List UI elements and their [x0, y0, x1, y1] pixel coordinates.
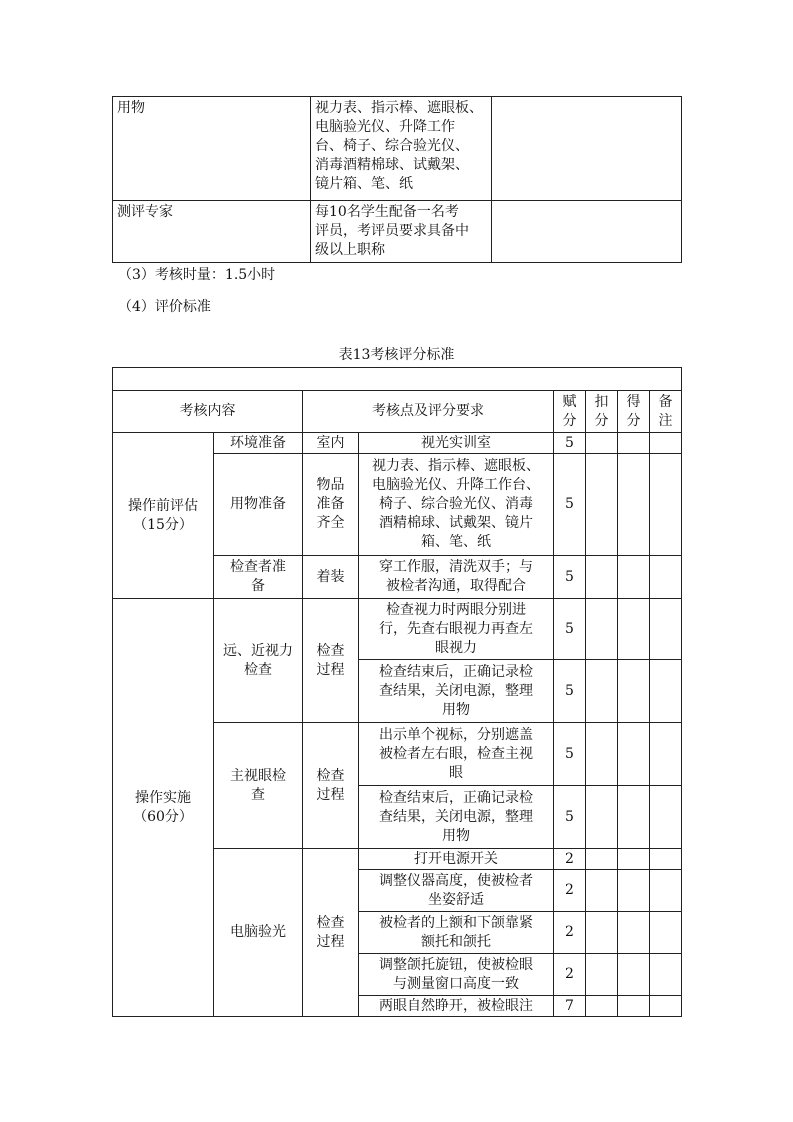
- sub-label: 用物准备: [230, 496, 286, 512]
- deduct-cell: [586, 996, 618, 1017]
- got-cell: [618, 849, 650, 870]
- deduct-cell: [586, 556, 618, 599]
- scoring-table: [112, 367, 682, 1017]
- table-caption: 表13考核评分标准: [338, 347, 455, 363]
- requirement: [359, 996, 554, 1017]
- category-label: 着装: [316, 568, 345, 585]
- req-line: 查结果，关闭电源，整理: [379, 808, 533, 825]
- score-value: 5: [554, 433, 586, 454]
- note-cell: [650, 433, 682, 454]
- req-line: 酒精棉球、试戴架、镜片: [379, 515, 533, 531]
- note-cell: [650, 786, 682, 849]
- note-cell: [650, 870, 682, 912]
- score-value: 5: [554, 454, 586, 556]
- req-line: 打开电源开关: [414, 850, 498, 867]
- category: [303, 849, 359, 1017]
- content-line: 级以上职称: [315, 242, 385, 258]
- requirement: [359, 599, 554, 660]
- got-cell: [618, 433, 650, 454]
- sub-item: [214, 556, 303, 599]
- header-row: [113, 391, 682, 433]
- req-line: 被检者的上额和下颌靠紧: [379, 914, 533, 931]
- note-cell: [650, 599, 682, 660]
- section-points: （60分）: [133, 808, 193, 825]
- deduct-cell: [586, 599, 618, 660]
- header-text: 注: [658, 412, 673, 429]
- category-label: 检查: [316, 767, 345, 784]
- content-line: 视力表、指示棒、遮眼板、: [315, 100, 483, 116]
- req-line: 穿工作服，清洗双手；与: [379, 559, 533, 575]
- content-line: 台、椅子、综合验光仪、: [315, 138, 469, 154]
- table-row: [113, 433, 682, 454]
- header-text: 扣: [594, 393, 609, 410]
- requirement: [359, 660, 554, 723]
- sub-item: [214, 599, 303, 723]
- item-label: 用物: [117, 100, 145, 116]
- section-label: 操作实施: [135, 789, 191, 806]
- section-points: （15分）: [133, 516, 193, 533]
- remark-cell: [492, 201, 682, 263]
- content-line: 每10名学生配备一名考: [315, 204, 459, 220]
- req-line: 调整颌托旋钮，使被检眼: [379, 956, 533, 973]
- category-label: 齐全: [316, 515, 345, 531]
- sub-label: 检查者准: [230, 559, 286, 575]
- category-label: 过程: [316, 933, 345, 950]
- req-line: 查结果，关闭电源，整理: [379, 682, 533, 699]
- content-line: 电脑验光仪、升降工作: [315, 119, 455, 135]
- header-points: 考核点及评分要求: [303, 391, 554, 433]
- requirement: [359, 786, 554, 849]
- deduct-cell: [586, 849, 618, 870]
- got-cell: [618, 454, 650, 556]
- got-cell: [618, 954, 650, 996]
- category: [303, 723, 359, 849]
- req-line: 用物: [442, 701, 470, 718]
- category-label: 检查: [316, 914, 345, 931]
- category-label: 物品: [316, 477, 345, 493]
- sub-label: 电脑验光: [230, 924, 286, 940]
- sub-label: 查: [251, 786, 265, 803]
- score-value: 5: [554, 660, 586, 723]
- req-line: 与测量窗口高度一致: [393, 975, 519, 992]
- table-row: [113, 97, 682, 201]
- req-line: 被检者沟通，取得配合: [386, 578, 526, 594]
- category-label: 过程: [316, 786, 345, 803]
- header-note: [650, 391, 682, 433]
- header-text: 得: [626, 393, 641, 410]
- category: [303, 556, 359, 599]
- req-line: 两眼自然睁开，被检眼注: [379, 997, 533, 1014]
- category-label: 检查: [316, 642, 345, 659]
- content-line: 评员，考评员要求具备中: [315, 223, 469, 239]
- header-score: [554, 391, 586, 433]
- note-cell: [650, 660, 682, 723]
- table-row: [113, 201, 682, 263]
- requirement: [359, 556, 554, 599]
- score-value: 5: [554, 599, 586, 660]
- score-value: 2: [554, 870, 586, 912]
- note-cell: [650, 954, 682, 996]
- deduct-cell: [586, 870, 618, 912]
- header-text: 备: [658, 393, 673, 410]
- category-label: 准备: [316, 496, 345, 512]
- deduct-cell: [586, 954, 618, 996]
- req-line: 检查视力时两眼分别进: [386, 601, 526, 618]
- got-cell: [618, 660, 650, 723]
- score-value: 2: [554, 912, 586, 954]
- sub-label: 备: [251, 578, 265, 594]
- req-line: 椅子、综合验光仪、消毒: [379, 496, 533, 512]
- item-label: 测评专家: [117, 204, 173, 220]
- req-line: 眼: [449, 764, 463, 781]
- requirement: [359, 454, 554, 556]
- req-line: 视光实训室: [421, 434, 491, 451]
- sub-item: [214, 454, 303, 556]
- req-line: 调整仪器高度，使被检者: [379, 872, 533, 889]
- note-cell: [650, 454, 682, 556]
- category-label: 室内: [316, 434, 345, 451]
- sub-item: [214, 433, 303, 454]
- got-cell: [618, 556, 650, 599]
- got-cell: [618, 786, 650, 849]
- exam-time-paragraph: （3）考核时量：1.5小时: [118, 267, 276, 283]
- score-value: 2: [554, 954, 586, 996]
- score-value: 2: [554, 849, 586, 870]
- note-cell: [650, 849, 682, 870]
- category: [303, 433, 359, 454]
- requirement: [359, 954, 554, 996]
- section-label: 操作前评估: [128, 497, 198, 514]
- got-cell: [618, 996, 650, 1017]
- got-cell: [618, 723, 650, 786]
- sub-label: 远、近视力: [223, 642, 293, 659]
- got-cell: [618, 912, 650, 954]
- score-value: 5: [554, 556, 586, 599]
- category: [303, 599, 359, 723]
- content-line: 镜片箱、笔、纸: [315, 176, 413, 192]
- section-name: [113, 599, 214, 1017]
- deduct-cell: [586, 723, 618, 786]
- category-label: 过程: [316, 661, 345, 678]
- req-line: 用物: [442, 827, 470, 844]
- category: [303, 454, 359, 556]
- sub-item: [214, 849, 303, 1017]
- req-line: 行，先查右眼视力再查左: [379, 620, 533, 637]
- deduct-cell: [586, 912, 618, 954]
- criteria-paragraph: （4）评价标准: [118, 299, 211, 315]
- section-name: [113, 433, 214, 599]
- content-cell: [311, 201, 492, 263]
- got-cell: [618, 870, 650, 912]
- req-line: 电脑验光仪、升降工作台、: [372, 477, 540, 493]
- materials-table: [112, 96, 682, 263]
- req-line: 检查结束后，正确记录检: [379, 789, 533, 806]
- deduct-cell: [586, 433, 618, 454]
- req-line: 眼视力: [435, 639, 477, 656]
- header-content: 考核内容: [113, 391, 303, 433]
- req-line: 视力表、指示棒、遮眼板、: [372, 458, 540, 474]
- req-line: 箱、笔、纸: [421, 534, 491, 550]
- note-cell: [650, 723, 682, 786]
- header-text: 分: [626, 412, 641, 429]
- req-line: 出示单个视标，分别遮盖: [379, 726, 533, 743]
- deduct-cell: [586, 454, 618, 556]
- remark-cell: [492, 97, 682, 201]
- requirement: [359, 433, 554, 454]
- header-text: 分: [562, 412, 577, 429]
- sub-label: 主视眼检: [230, 767, 286, 784]
- requirement: [359, 870, 554, 912]
- header-text: 赋: [562, 393, 577, 410]
- req-line: 被检者左右眼，检查主视: [379, 745, 533, 762]
- score-value: 5: [554, 786, 586, 849]
- req-line: 额托和颌托: [421, 933, 491, 950]
- sub-label: 环境准备: [230, 434, 286, 451]
- item-cell: [113, 201, 311, 263]
- deduct-cell: [586, 660, 618, 723]
- blank-row: [113, 368, 682, 391]
- content-cell: [311, 97, 492, 201]
- got-cell: [618, 599, 650, 660]
- requirement: [359, 849, 554, 870]
- table-row: [113, 599, 682, 660]
- score-value: 5: [554, 723, 586, 786]
- req-line: 检查结束后，正确记录检: [379, 663, 533, 680]
- note-cell: [650, 556, 682, 599]
- note-cell: [650, 996, 682, 1017]
- sub-item: [214, 723, 303, 849]
- header-deduct: [586, 391, 618, 433]
- header-got: [618, 391, 650, 433]
- item-cell: [113, 97, 311, 201]
- header-text: 分: [594, 412, 609, 429]
- note-cell: [650, 912, 682, 954]
- sub-label: 检查: [244, 661, 272, 678]
- requirement: [359, 912, 554, 954]
- deduct-cell: [586, 786, 618, 849]
- score-value: 7: [554, 996, 586, 1017]
- req-line: 坐姿舒适: [428, 891, 484, 908]
- content-line: 消毒酒精棉球、试戴架、: [315, 157, 469, 173]
- requirement: [359, 723, 554, 786]
